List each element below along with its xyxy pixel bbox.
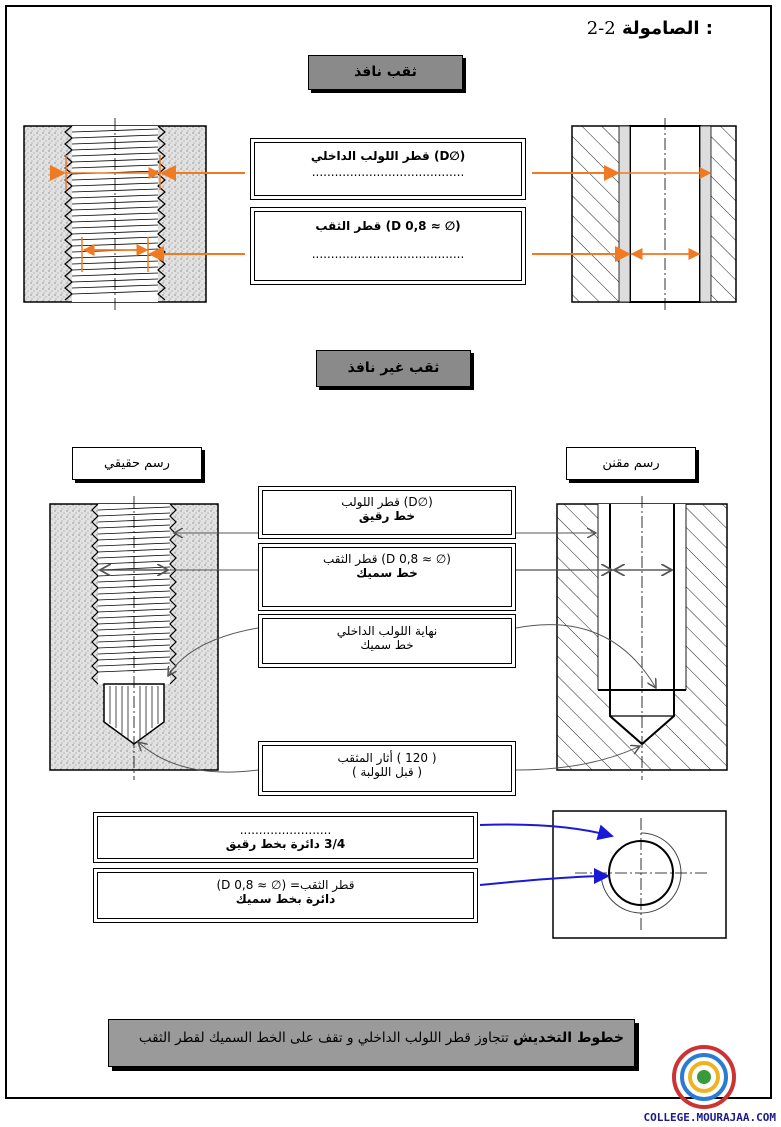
blind-box3-line1: نهاية اللولب الداخلي — [336, 624, 438, 638]
blind-std-drawing — [516, 496, 727, 780]
blind-hole-header: ثقب غير نافذ — [316, 350, 471, 387]
title-text: : الصامولة — [622, 18, 713, 39]
real-drawing-label: رسم حقيقي — [72, 447, 202, 480]
blind-box1-line1: (∅D) قطر اللولب — [341, 495, 433, 509]
blind-box-hole — [258, 543, 516, 611]
circle-box2-line1: قطر الثقب= (∅ ≈ 0,8 D) — [216, 878, 355, 892]
blind-box-thread-end — [258, 614, 516, 668]
std-drawing-label: رسم مقنن — [566, 447, 696, 480]
circle-box1-line2: 3/4 دائرة بخط رقيق — [225, 837, 346, 851]
circle-box2-line2: دائرة بخط سميك — [235, 892, 336, 906]
blind-real-drawing — [50, 496, 258, 780]
through-box2-line2: ........................................ — [311, 247, 465, 261]
circle-box-thin — [93, 812, 478, 863]
blind-box3-line2: خط سميك — [360, 638, 414, 652]
blind-box-drill-trace — [258, 741, 516, 796]
circle-box-thick — [93, 868, 478, 923]
blind-box4-line1: ( 120 ) أثار المثقب — [337, 751, 437, 765]
hatching-note — [108, 1019, 635, 1067]
circle-view — [480, 811, 726, 938]
site-logo — [674, 1047, 734, 1107]
blind-box4-line2: ( قبل اللولبة ) — [351, 765, 423, 779]
blind-box1-line2: خط رقيق — [358, 509, 416, 523]
through-std-drawing — [532, 118, 736, 312]
site-url: COLLEGE.MOURAJAA.COM — [643, 1111, 776, 1124]
page-title — [587, 18, 713, 39]
through-box1-line1: (∅D) قطر اللولب الداخلي — [310, 149, 466, 163]
blind-box2-line2: خط سميك — [356, 566, 418, 580]
blind-box2-line1: (∅ ≈ 0,8 D) قطر الثقب — [323, 552, 451, 566]
through-hole-header: ثقب نافذ — [308, 55, 463, 90]
through-box-hole-diameter — [250, 207, 526, 285]
title-number: 2-2 — [586, 18, 616, 39]
blind-box-thread — [258, 486, 516, 539]
hatching-note-bold: خطوط التخديش — [513, 1030, 624, 1046]
through-real-drawing — [24, 118, 245, 312]
through-box1-line2: ........................................ — [311, 165, 465, 179]
circle-box1-line1: ........................ — [239, 823, 332, 837]
through-box-thread-diameter — [250, 138, 526, 200]
hatching-note-text: تتجاوز قطر اللولب الداخلي و تقف على الخط السميك لقطر الثقب — [138, 1030, 514, 1046]
through-box2-line1: (∅ ≈ 0,8 D) قطر الثقب — [315, 219, 461, 233]
